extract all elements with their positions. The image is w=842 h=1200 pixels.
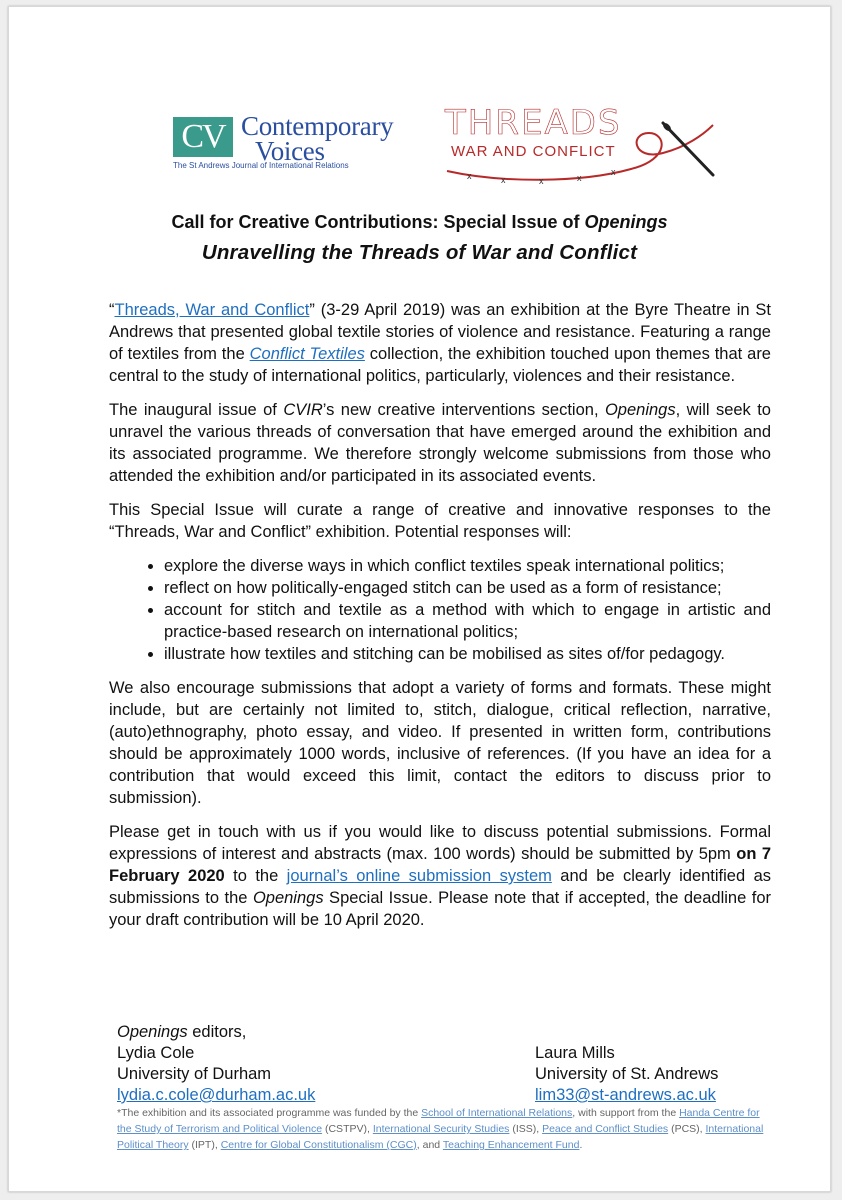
list-item: • account for stitch and textile as a method with which to engage in artistic and practice-based research on international politics; [164,599,771,643]
paragraph-openings: The inaugural issue of CVIR’s new creative interventions section, Openings, will seek to unravel the various threads of conversation that have emerged around the exhibition and its associated programme. We therefore strongly welcome submissions from those who attended the exhibition and/or participated in its associated events. [109,401,771,485]
cv-logo-subtitle: The St Andrews Journal of International Relations [173,161,349,170]
funding-footnote: *The exhibition and its associated programme was funded by the School of International Relations, with support from the Handa Centre for the Study of Terrorism and Political Violence (CSTPV), International Security Studies (ISS), Peace and Conflict Studies (PCS), International Political Theory (IPT), Centre for Global Constitutionalism (CGC), and Teaching Enhancement Fund. [117,1107,764,1151]
logo-header [9,7,830,207]
page-title [9,212,830,233]
footnote-link[interactable]: Peace and Conflict Studies [542,1123,669,1135]
deadline-date: on 7 February 2020 [109,845,771,885]
svg-text:x: x [577,173,582,183]
editor-affiliation: University of Durham [117,1065,272,1083]
paragraph-submission: Please get in touch with us if you would like to discuss potential submissions. Formal expressions of interest and abstracts (max. 100 words) should be submitted by 5pm on 7 February 2020 to the journal’s online submission system and be clearly identified as submissions to the Openings Special Issue. Please note that if accepted, the deadline for your draft contribution will be 10 April 2020. [109,823,772,929]
cv-logo-mark: CV [173,117,233,157]
list-item: • illustrate how textiles and stitching can be mobilised as sites of/for pedagogy. [164,643,771,665]
footnote-link[interactable]: Centre for Global Constitutionalism (CGC) [220,1139,417,1151]
editor-signature-left [117,1022,315,1106]
footnote-link[interactable]: International Security Studies [372,1123,510,1135]
conflict-textiles-link[interactable]: Conflict Textiles [249,345,365,363]
footnote-link[interactable]: International Political Theory [117,1123,764,1151]
page-subtitle: Unravelling the Threads of War and Conflict [201,241,638,264]
document-body [109,299,771,943]
svg-text:x: x [467,171,472,181]
list-item: • explore the diverse ways in which conflict textiles speak international politics; [164,555,771,577]
threads-logo-title: THREADS [445,103,622,143]
editor-signature-right [535,1043,718,1106]
contemporary-voices-logo [167,109,427,179]
cv-logo-name-line2: Voices [255,136,325,166]
svg-text:x: x [539,176,544,186]
editor-name: Laura Mills [535,1044,615,1062]
footnote-link[interactable]: Handa Centre for the Study of Terrorism and Political Violence [117,1107,760,1135]
threads-war-conflict-logo [441,103,731,193]
editor-email-link[interactable]: lydia.c.cole@durham.ac.uk [117,1086,316,1104]
document-page [8,6,831,1192]
svg-text:x: x [501,175,506,185]
cv-logo-name-line1: Contemporary [241,111,394,141]
list-item: • reflect on how politically-engaged stitch can be used as a form of resistance; [164,577,771,599]
responses-list [109,555,771,665]
editor-name: Lydia Cole [117,1044,195,1062]
threads-exhibition-link[interactable]: Threads, War and Conflict [114,301,310,319]
needle-thread-icon [441,103,731,193]
editor-affiliation: University of St. Andrews [535,1065,719,1083]
threads-logo-subtitle: WAR AND CONFLICT [451,143,616,160]
editor-email-link[interactable]: lim33@st-andrews.ac.uk [535,1086,716,1104]
paragraph-exhibition: “Threads, War and Conflict” (3-29 April 2019) was an exhibition at the Byre Theatre in St Andrews that presented global textile stories of violence and resistance. Featuring a range of textiles from the Conflict Textiles collection, the exhibition touched upon themes that are central to the study of international politics, particularly, violences and their resistance. [109,301,771,385]
title-text: Call for Creative Contributions: Special Issue of [171,212,585,232]
paragraph-special-issue: This Special Issue will curate a range of creative and innovative responses to the “Threads, War and Conflict” exhibition. Potential responses will: [109,501,771,541]
submission-system-link[interactable]: journal’s online submission system [286,867,552,885]
paragraph-formats: We also encourage submissions that adopt a variety of forms and formats. These might include, but are certainly not limited to, stitch, dialogue, critical reflection, narrative, (auto)ethnography, photo essay, and video. If presented in written form, contributions should be approximately 1000 words, inclusive of references. (If you have an idea for a contribution that would exceed this limit, contact the editors to discuss prior to submission). [109,679,771,807]
footnote-link[interactable]: Teaching Enhancement Fund [442,1139,580,1151]
svg-text:x: x [611,167,616,177]
footnote-link[interactable]: School of International Relations [421,1107,573,1119]
title-italic-text: Openings [584,212,668,232]
editors-label: Openings editors, [117,1023,247,1041]
